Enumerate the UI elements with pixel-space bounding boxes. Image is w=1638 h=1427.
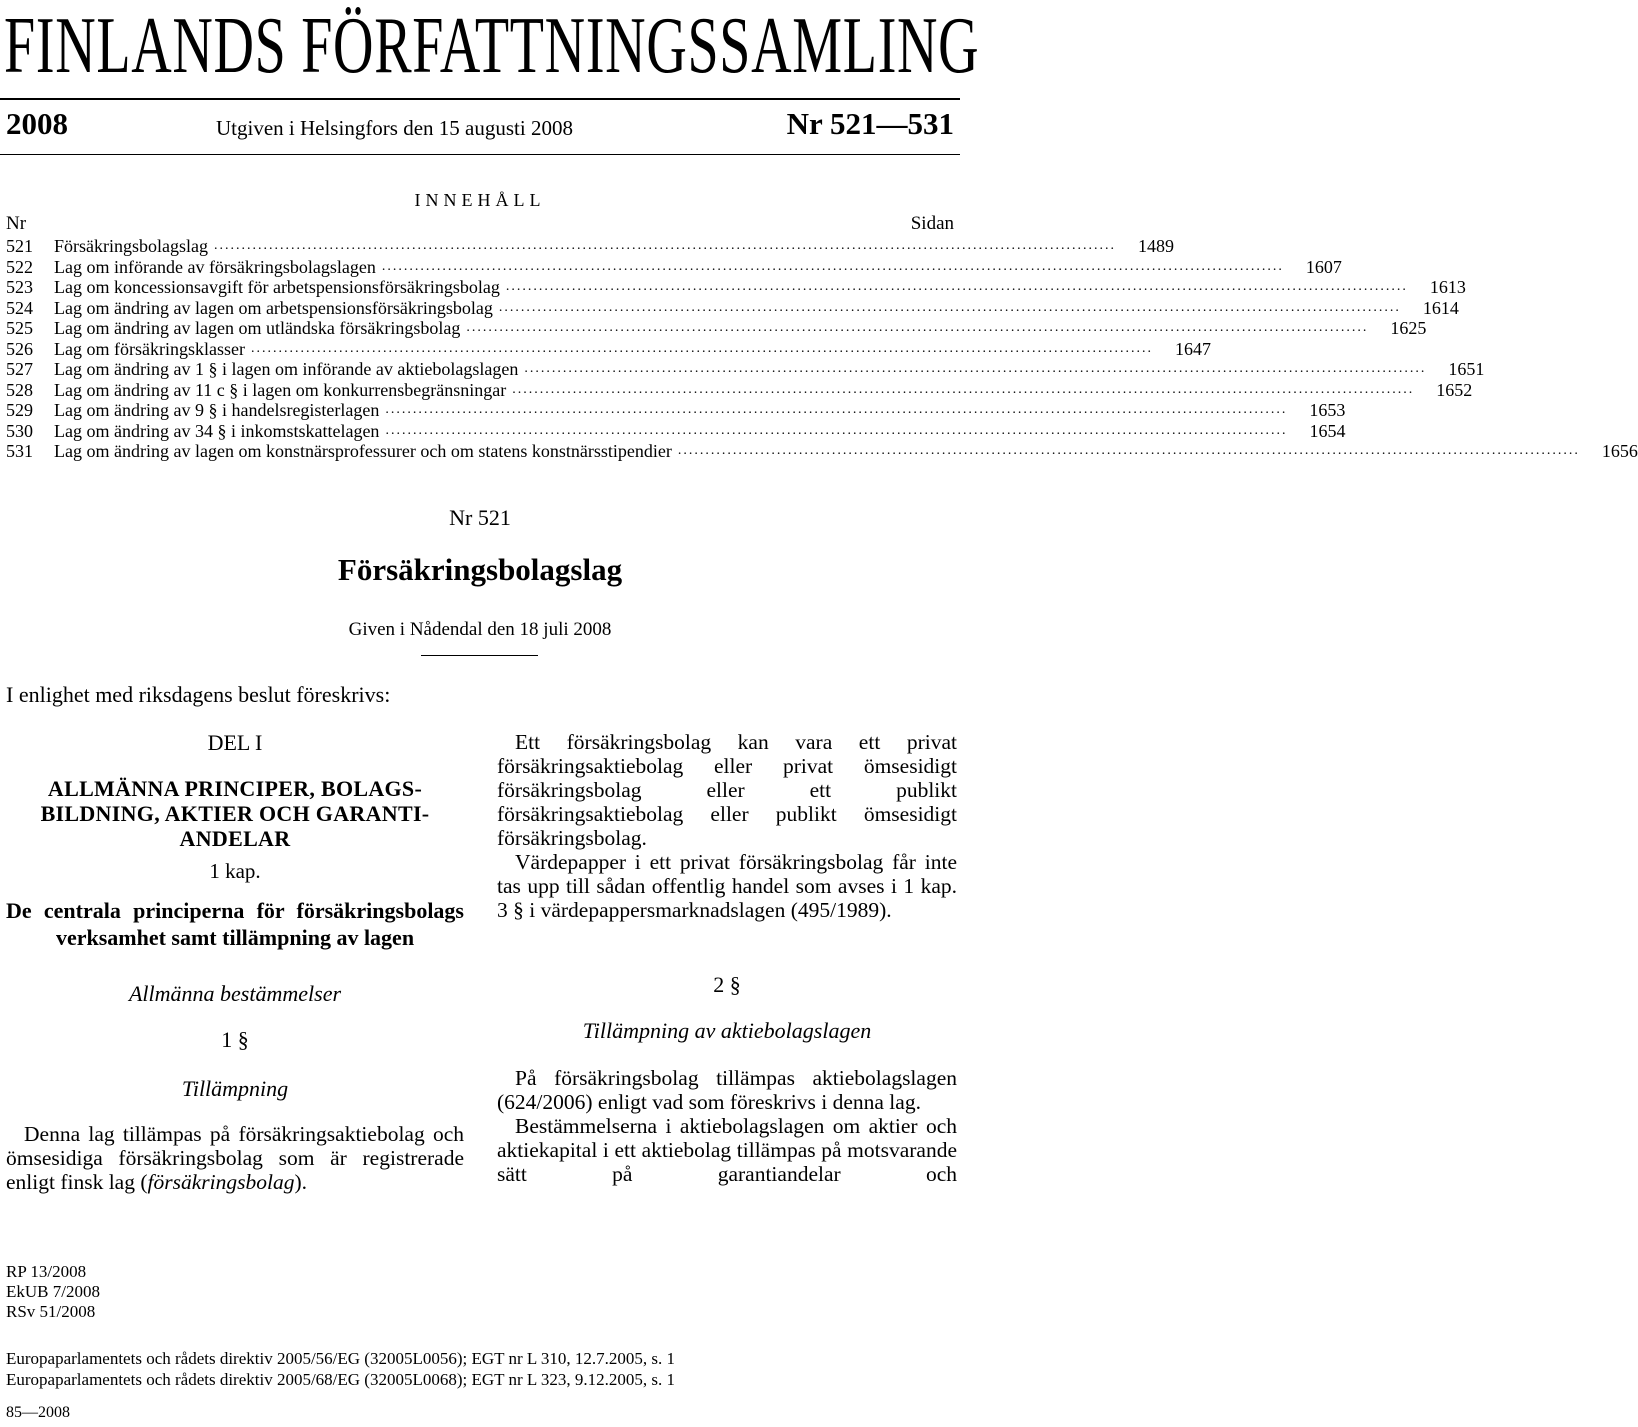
paragraph-text: Denna lag tillämpas på försäkringsaktiebolag och ömsesidiga försäkringsbolag som är registrerade enligt finsk lag (	[6, 1122, 464, 1194]
part-heading: DEL I	[207, 730, 263, 755]
chapter-number: 1 kap.	[209, 859, 261, 883]
directive: Europaparlamentets och rådets direktiv 2005/56/EG (32005L0056); EGT nr L 310, 12.7.2005, s. 1	[6, 1349, 676, 1368]
publication-info: Utgiven i Helsingfors den 15 augusti 2008	[216, 116, 573, 140]
toc-leader: ....................................................................................................................................................................	[677, 443, 1580, 458]
masthead	[4, 2, 980, 90]
toc-nr: 523	[6, 277, 33, 297]
section-text	[6, 1122, 464, 1194]
chapter-title-line: BILDNING, AKTIER OCH GARANTI-	[40, 801, 430, 826]
toc-column-page: Sidan	[910, 213, 954, 234]
law-given-date: Given i Nådendal den 18 juli 2008	[348, 619, 612, 640]
toc-nr: 522	[6, 256, 33, 277]
toc-leader: ....................................................................................................................................................................	[524, 361, 1427, 376]
toc-row[interactable]	[6, 441, 1638, 462]
toc-page: 1607	[1305, 256, 1342, 277]
toc-title: Lag om ändring av 1 § i lagen om införande av aktiebolagslagen	[54, 359, 524, 380]
toc-leader: ....................................................................................................................................................................	[385, 402, 1288, 417]
chapter-title-line: ANDELAR	[179, 826, 291, 851]
toc-row[interactable]	[6, 318, 1427, 339]
toc-row[interactable]	[6, 359, 1485, 380]
toc-nr: 528	[6, 379, 33, 400]
legislative-references	[6, 1262, 100, 1322]
toc-nr: 524	[6, 297, 33, 318]
toc-leader: ....................................................................................................................................................................	[250, 340, 1153, 356]
toc-nr: 527	[6, 359, 33, 379]
toc-nr: 529	[6, 400, 33, 420]
paragraph-text-end: ).	[294, 1170, 307, 1194]
toc-page: 1625	[1390, 318, 1427, 338]
toc-leader: ....................................................................................................................................................................	[385, 422, 1288, 438]
table-of-contents	[6, 236, 1638, 462]
subsection-heading: Allmänna bestämmelser	[128, 981, 342, 1006]
preamble: I enlighet med riksdagens beslut föreskrivs:	[6, 682, 391, 707]
reference: RSv 51/2008	[6, 1302, 96, 1321]
toc-title: Lag om införande av försäkringsbolagslagen	[54, 257, 382, 278]
toc-nr: 521	[6, 236, 33, 256]
toc-nr: 526	[6, 338, 33, 359]
paragraph: Värdepapper i ett privat försäkringsbolag får inte tas upp till sådan offentlig handel som avses i 1 kap. 3 § i värdepappersmarknadslagen (495/1989).	[497, 850, 957, 922]
toc-page: 1614	[1422, 297, 1459, 318]
directive: Europaparlamentets och rådets direktiv 2005/68/EG (32005L0068); EGT nr L 323, 9.12.2005, s. 1	[6, 1370, 676, 1389]
toc-row[interactable]	[6, 297, 1459, 319]
toc-page: 1653	[1309, 400, 1346, 420]
law-number: Nr 521	[449, 505, 511, 530]
title-divider	[421, 655, 538, 656]
publication-rule	[0, 154, 960, 155]
toc-page: 1651	[1448, 359, 1485, 379]
toc-title: Lag om ändring av 34 § i inkomstskattelagen	[54, 421, 385, 442]
chapter-heading: De centrala principerna för försäkringsbolags verksamhet samt tillämpning av lagen	[6, 898, 464, 950]
toc-nr: 531	[6, 441, 33, 461]
section-number: 1 §	[221, 1027, 249, 1052]
toc-heading: INNEHÅLL	[414, 190, 546, 210]
masthead-title: FINLANDS FÖRFATTNINGSSAMLING	[4, 2, 980, 90]
toc-row[interactable]	[6, 338, 1211, 360]
chapter-title-line: ALLMÄNNA PRINCIPER, BOLAGS-	[47, 776, 423, 801]
paragraph: På försäkringsbolag tillämpas aktiebolagslagen (624/2006) enligt vad som föreskrivs i denna lag.	[497, 1066, 957, 1114]
section-name: Tillämpning	[181, 1076, 289, 1101]
paragraph-italic: försäkringsbolag	[147, 1170, 295, 1194]
toc-row[interactable]	[6, 379, 1473, 401]
section-number: 2 §	[713, 972, 741, 997]
toc-page: 1613	[1429, 277, 1466, 297]
toc-page: 1654	[1309, 420, 1346, 441]
toc-title: Lag om ändring av lagen om utländska försäkringsbolag	[54, 318, 466, 339]
toc-title: Lag om ändring av 9 § i handelsregisterlagen	[54, 400, 385, 421]
toc-column-nr: Nr	[6, 213, 27, 234]
toc-page: 1652	[1436, 379, 1473, 400]
paragraph	[6, 1122, 464, 1194]
toc-title: Lag om koncessionsavgift för arbetspensionsförsäkringsbolag	[54, 277, 506, 298]
paragraph: Bestämmelserna i aktiebolagslagen om aktier och aktiekapital i ett aktiebolag tillämpas på motsvarande sätt på garantiandelar och	[497, 1114, 957, 1186]
paragraph: Ett försäkringsbolag kan vara ett privat försäkringsaktiebolag eller privat ömsesidigt försäkringsbolag eller ett publikt försäkringsaktiebolag eller publikt ömsesidigt försäkringsbolag.	[497, 730, 957, 850]
toc-title: Lag om ändring av lagen om konstnärsprofessurer och om statens konstnärsstipendier	[54, 441, 678, 462]
toc-page: 1647	[1174, 338, 1211, 359]
right-column	[497, 730, 957, 1186]
reference: RP 13/2008	[6, 1262, 87, 1281]
toc-page: 1489	[1137, 236, 1174, 256]
section-name: Tillämpning av aktiebolagslagen	[582, 1018, 872, 1043]
masthead-rule	[0, 98, 960, 100]
toc-title: Försäkringsbolagslag	[54, 236, 214, 257]
toc-nr: 530	[6, 420, 33, 441]
chapter-title	[6, 776, 464, 851]
toc-leader: ....................................................................................................................................................................	[466, 320, 1369, 335]
toc-leader: ....................................................................................................................................................................	[213, 238, 1116, 253]
toc-row[interactable]	[6, 236, 1174, 257]
left-column	[6, 730, 464, 1194]
law-title: Försäkringsbolagslag	[337, 552, 623, 587]
toc-title: Lag om försäkringsklasser	[54, 339, 251, 360]
toc-leader: ....................................................................................................................................................................	[498, 299, 1401, 315]
reference: EkUB 7/2008	[6, 1282, 100, 1301]
toc-leader: ....................................................................................................................................................................	[505, 279, 1408, 294]
toc-row[interactable]	[6, 256, 1342, 278]
toc-nr: 525	[6, 318, 33, 338]
toc-leader: ....................................................................................................................................................................	[512, 381, 1415, 397]
toc-title: Lag om ändring av lagen om arbetspensionsförsäkringsbolag	[54, 298, 499, 319]
toc-leader: ....................................................................................................................................................................	[381, 258, 1284, 274]
directive-references	[6, 1348, 675, 1390]
toc-row[interactable]	[6, 420, 1346, 442]
publication-numbers: Nr 521—531	[786, 106, 954, 141]
section-text	[497, 1066, 957, 1186]
toc-page: 1656	[1601, 441, 1638, 461]
toc-title: Lag om ändring av 11 c § i lagen om konkurrensbegränsningar	[54, 380, 512, 401]
toc-row[interactable]	[6, 277, 1466, 298]
footer-code: 85—2008	[6, 1404, 70, 1421]
publication-row	[6, 106, 954, 146]
publication-year: 2008	[6, 106, 68, 141]
toc-row[interactable]	[6, 400, 1346, 421]
